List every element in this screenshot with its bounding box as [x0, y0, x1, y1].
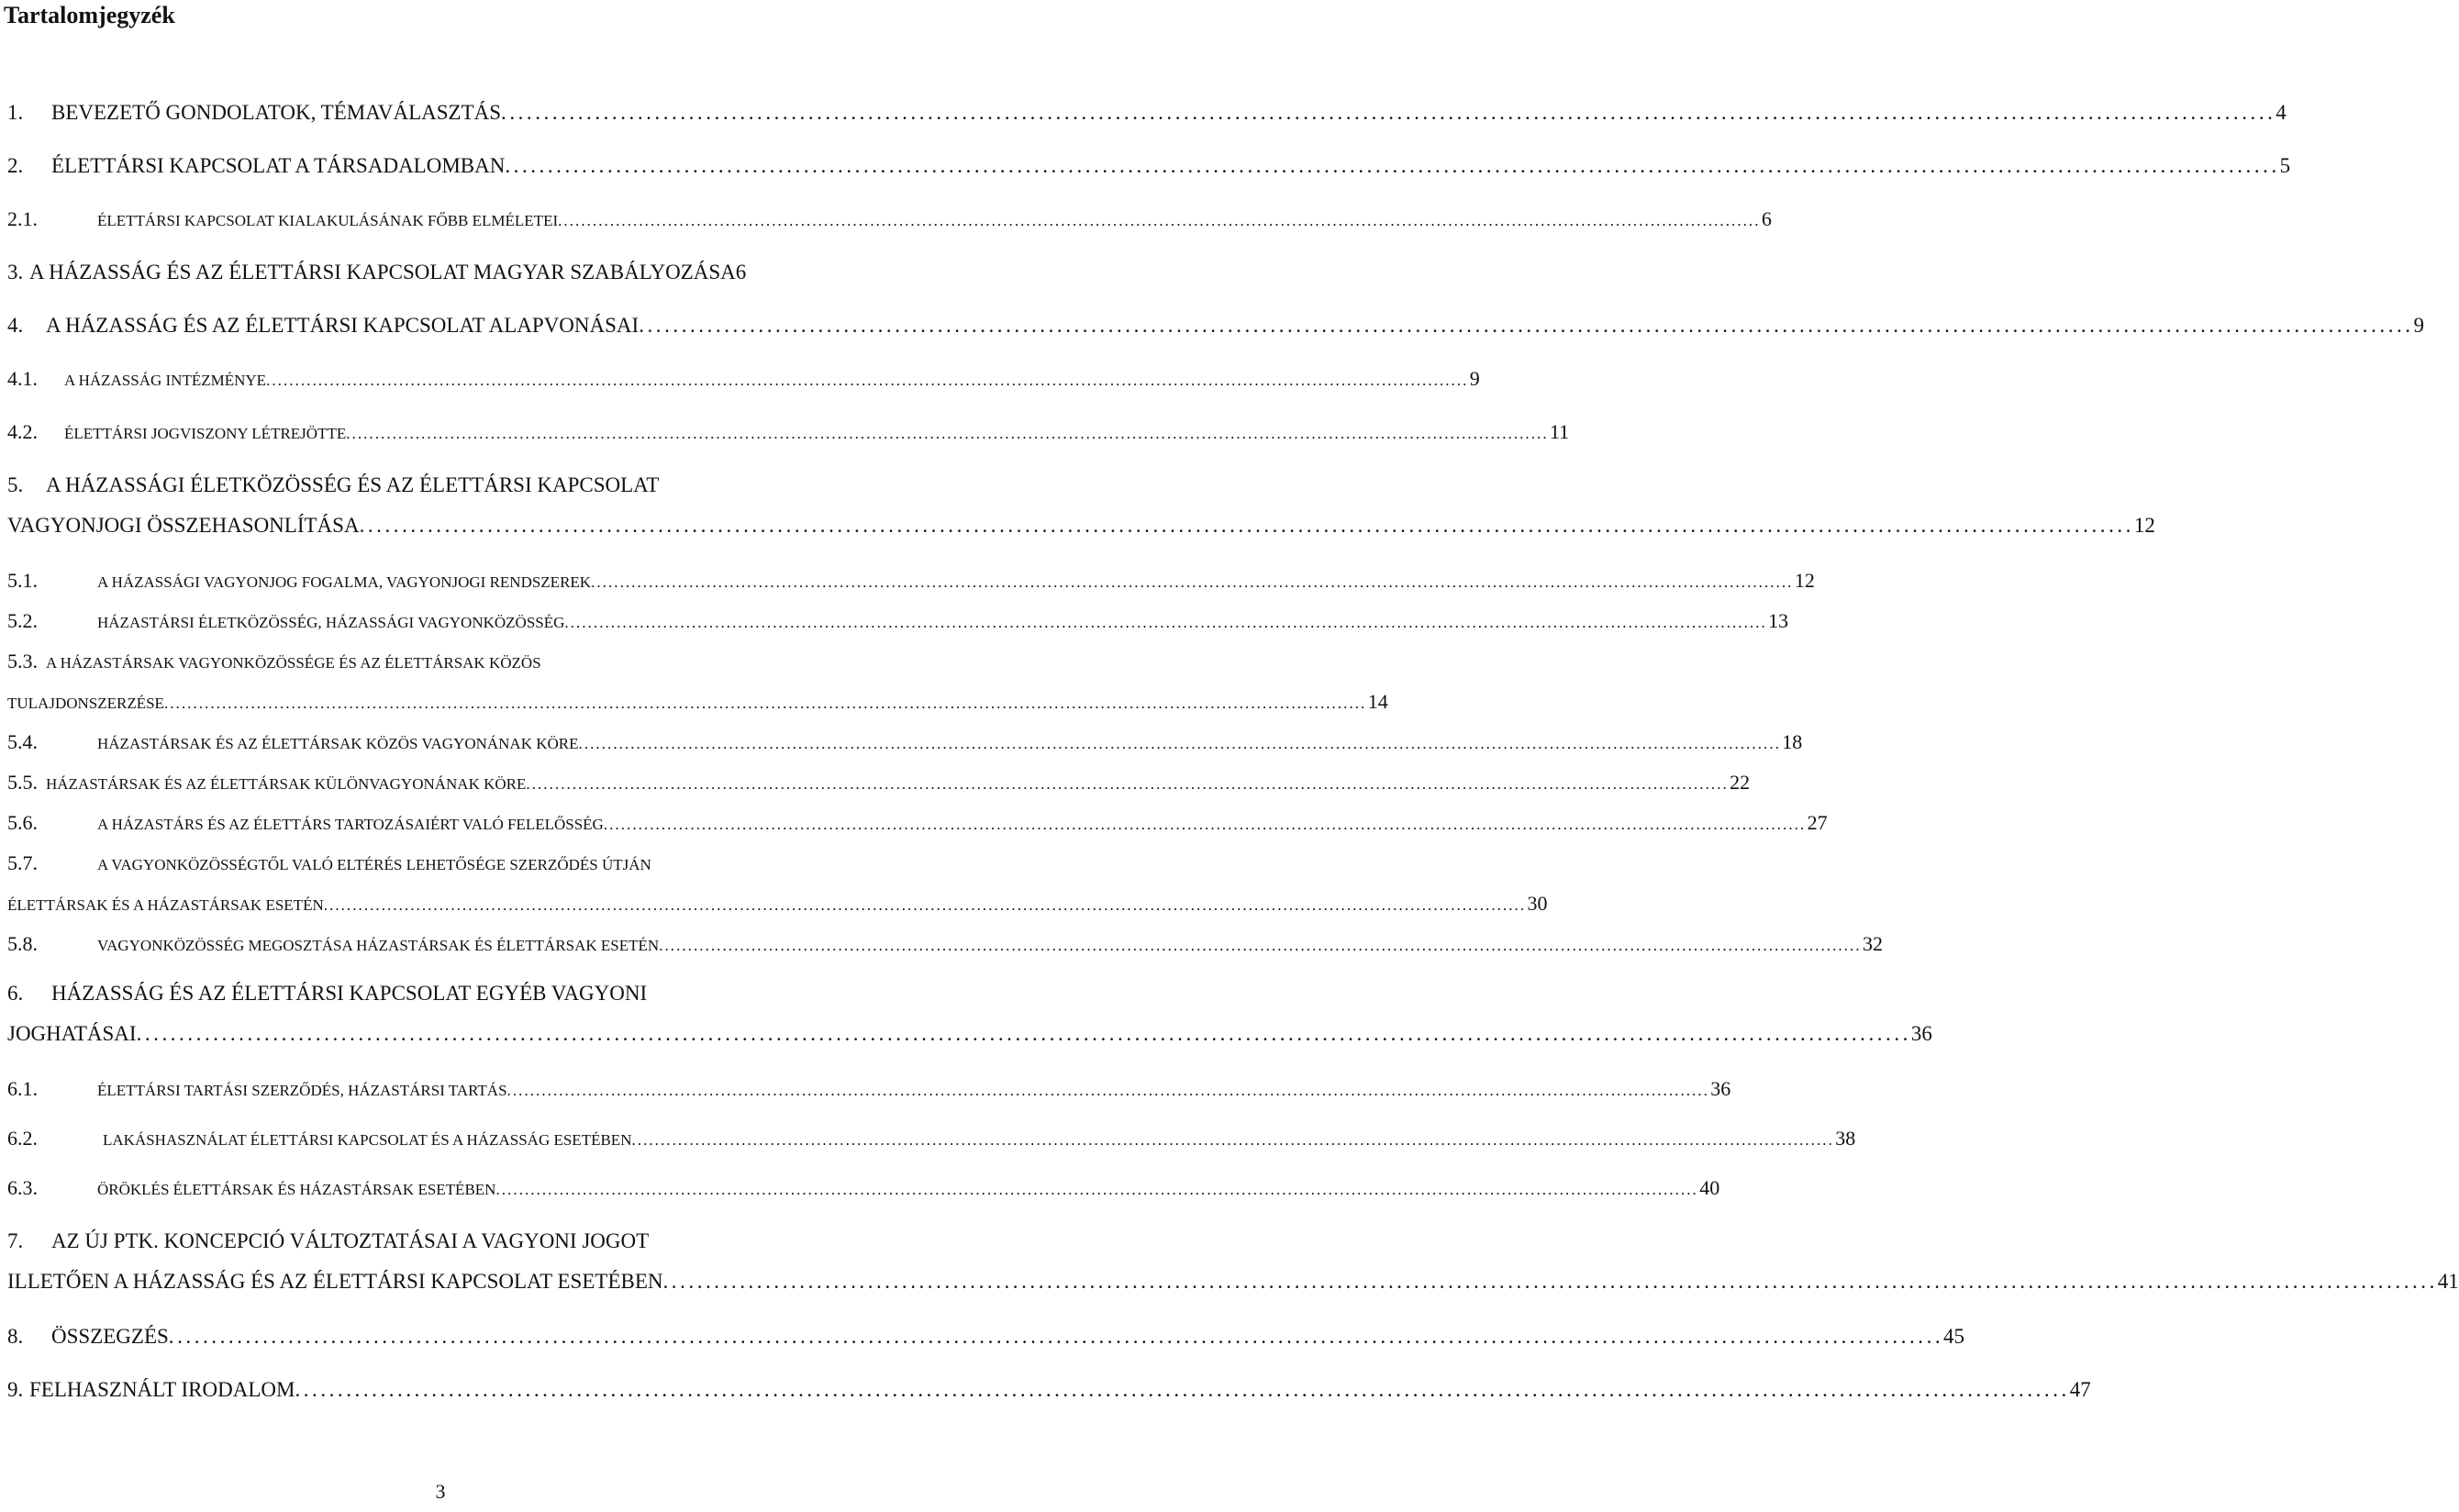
- toc-title: AZ ÚJ PTK. KONCEPCIÓ VÁLTOZTATÁSAI A VAGYONI JOGOT: [51, 1229, 650, 1252]
- toc-title: A HÁZASSÁGI ÉLETKÖZÖSSÉG ÉS AZ ÉLETTÁRSI KAPCSOLAT: [46, 473, 660, 496]
- toc-page: 32: [1862, 932, 1883, 955]
- toc-page: 13: [1768, 609, 1789, 632]
- toc-number: 9.: [7, 1378, 24, 1401]
- toc-title-continued: TULAJDONSZERZÉSE: [7, 695, 164, 712]
- toc-entry-5-7[interactable]: [7, 851, 847, 881]
- toc-number: 4.1.: [7, 367, 38, 390]
- toc-title: BEVEZETŐ GONDOLATOK, TÉMAVÁLASZTÁS: [51, 101, 502, 124]
- toc-page: 12: [2133, 514, 2155, 537]
- toc-number: 6.3.: [7, 1176, 38, 1199]
- toc-leader: [295, 1378, 2066, 1402]
- toc-page: 18: [1782, 730, 1803, 753]
- toc-title: ÖSSZEGZÉS: [51, 1325, 169, 1348]
- toc-title: A HÁZASSÁG ÉS AZ ÉLETTÁRSI KAPCSOLAT MAGYAR SZABÁLYOZÁSA: [29, 261, 736, 284]
- toc-leader: [579, 735, 1780, 753]
- toc-title: ÉLETTÁRSI JOGVISZONY LÉTREJÖTTE: [64, 425, 347, 442]
- toc-number: 3.: [7, 261, 24, 284]
- toc-number: 5.4.: [7, 730, 38, 753]
- toc-entry-5-1[interactable]: [7, 569, 1815, 598]
- toc-title: ÉLETTÁRSI KAPCSOLAT KIALAKULÁSÁNAK FŐBB ELMÉLETEI: [97, 212, 559, 229]
- toc-page: 47: [2069, 1378, 2091, 1401]
- toc-page: 6: [735, 261, 747, 284]
- toc-entry-7-continued[interactable]: [7, 1270, 2459, 1299]
- toc-title: LAKÁSHASZNÁLAT ÉLETTÁRSI KAPCSOLAT ÉS A HÁZASSÁG ESETÉBEN: [103, 1131, 632, 1149]
- toc-page: 36: [1710, 1077, 1731, 1100]
- toc-leader: [507, 1082, 1708, 1100]
- toc-entry-3[interactable]: [7, 261, 847, 290]
- toc-leader: [659, 937, 1860, 955]
- toc-leader: [604, 816, 1805, 834]
- toc-entry-6-2[interactable]: [7, 1127, 1856, 1156]
- toc-page: 41: [2437, 1270, 2459, 1293]
- toc-entry-1[interactable]: [7, 101, 2287, 130]
- toc-number: 5.2.: [7, 609, 38, 632]
- toc-page: 9: [1469, 367, 1480, 390]
- toc-entry-5-6[interactable]: [7, 811, 1828, 840]
- toc-entry-8[interactable]: [7, 1325, 1965, 1354]
- toc-leader: [564, 614, 1765, 632]
- toc-number: 5.5.: [7, 771, 38, 794]
- page-number: 3: [435, 1480, 446, 1503]
- toc-number: 4.: [7, 314, 24, 337]
- toc-entry-5-4[interactable]: [7, 730, 1803, 760]
- toc-entry-5-3-continued[interactable]: [7, 690, 1388, 719]
- toc-title: ÉLETTÁRSI TARTÁSI SZERZŐDÉS, HÁZASTÁRSI TARTÁS: [97, 1082, 507, 1099]
- toc-page: 36: [1910, 1022, 1932, 1045]
- toc-page: 11: [1549, 420, 1570, 443]
- toc-title: A HÁZASTÁRSAK VAGYONKÖZÖSSÉGE ÉS AZ ÉLETTÁRSAK KÖZÖS: [46, 654, 541, 672]
- toc-leader: [137, 1022, 1908, 1046]
- toc-title: ÖRÖKLÉS ÉLETTÁRSAK ÉS HÁZASTÁRSAK ESETÉBEN: [97, 1181, 496, 1198]
- toc-page: 45: [1943, 1325, 1965, 1348]
- toc-number: 7.: [7, 1229, 24, 1252]
- toc-number: 5.1.: [7, 569, 38, 592]
- toc-entry-2-1[interactable]: [7, 207, 1772, 237]
- toc-page: 5: [2279, 154, 2291, 177]
- toc-leader: [505, 154, 2276, 178]
- toc-leader: [346, 425, 1547, 443]
- toc-leader: [663, 1270, 2435, 1294]
- toc-number: 4.2.: [7, 420, 38, 443]
- toc-number: 2.: [7, 154, 24, 177]
- toc-entry-4-1[interactable]: [7, 367, 1480, 396]
- toc-title: HÁZASSÁG ÉS AZ ÉLETTÁRSI KAPCSOLAT EGYÉB VAGYONI: [51, 982, 648, 1005]
- toc-entry-5-2[interactable]: [7, 609, 1789, 639]
- toc-entry-4[interactable]: [7, 314, 2424, 343]
- toc-entry-5-7-continued[interactable]: [7, 892, 1548, 921]
- toc-title: HÁZASTÁRSAK ÉS AZ ÉLETTÁRSAK KÜLÖNVAGYONÁNAK KÖRE: [46, 775, 527, 793]
- toc-title: A HÁZASTÁRS ÉS AZ ÉLETTÁRS TARTOZÁSAIÉRT VALÓ FELELŐSSÉG: [97, 816, 604, 833]
- toc-title: A HÁZASSÁG ÉS AZ ÉLETTÁRSI KAPCSOLAT ALAPVONÁSAI: [46, 314, 640, 337]
- toc-leader: [558, 212, 1759, 230]
- toc-entry-5-5[interactable]: [7, 771, 1751, 800]
- toc-leader: [501, 101, 2273, 125]
- toc-number: 6.1.: [7, 1077, 38, 1100]
- toc-entry-2[interactable]: [7, 154, 2291, 183]
- toc-leader: [360, 514, 2131, 538]
- toc-title: VAGYONKÖZÖSSÉG MEGOSZTÁSA HÁZASTÁRSAK ÉS ÉLETTÁRSAK ESETÉN: [97, 937, 660, 954]
- toc-leader: [266, 372, 1467, 390]
- toc-title-continued: VAGYONJOGI ÖSSZEHASONLÍTÁSA: [7, 514, 360, 537]
- toc-entry-6[interactable]: [7, 982, 847, 1011]
- toc-entry-6-1[interactable]: [7, 1077, 1731, 1106]
- toc-page: 9: [2413, 314, 2424, 337]
- toc-number: 2.1.: [7, 207, 38, 230]
- toc-page: 12: [1794, 569, 1815, 592]
- toc-entry-6-3[interactable]: [7, 1176, 1720, 1206]
- page-title: Tartalomjegyzék: [4, 2, 175, 28]
- toc-entry-5-continued[interactable]: [7, 514, 2155, 543]
- toc-title: A HÁZASSÁGI VAGYONJOG FOGALMA, VAGYONJOGI RENDSZEREK: [97, 573, 592, 591]
- toc-page: 14: [1367, 690, 1388, 713]
- toc-number: 6.: [7, 982, 24, 1005]
- toc-number: 5.3.: [7, 650, 38, 673]
- toc-leader: [639, 314, 2410, 338]
- toc-number: 5.: [7, 473, 24, 496]
- toc-number: 5.6.: [7, 811, 38, 834]
- toc-page: 4: [2275, 101, 2287, 124]
- toc-leader: [495, 1181, 1697, 1199]
- toc-entry-5[interactable]: [7, 473, 847, 503]
- toc-entry-7[interactable]: [7, 1229, 847, 1259]
- toc-page: 40: [1699, 1176, 1720, 1199]
- toc-title: FELHASZNÁLT IRODALOM: [29, 1378, 295, 1401]
- toc-number: 1.: [7, 101, 24, 124]
- toc-number: 5.8.: [7, 932, 38, 955]
- toc-title-continued: JOGHATÁSAI: [7, 1022, 137, 1045]
- toc-title-continued: ILLETŐEN A HÁZASSÁG ÉS AZ ÉLETTÁRSI KAPCSOLAT ESETÉBEN: [7, 1270, 663, 1293]
- toc-number: 6.2.: [7, 1127, 38, 1150]
- toc-page: 38: [1835, 1127, 1856, 1150]
- toc-number: 8.: [7, 1325, 24, 1348]
- toc-entry-5-3[interactable]: [7, 650, 847, 679]
- toc-title: HÁZASTÁRSAK ÉS AZ ÉLETTÁRSAK KÖZÖS VAGYONÁNAK KÖRE: [97, 735, 579, 752]
- toc-leader: [164, 695, 1365, 713]
- toc-title: A HÁZASSÁG INTÉZMÉNYE: [64, 372, 267, 389]
- toc-leader: [526, 775, 1727, 794]
- toc-title: A VAGYONKÖZÖSSÉGTŐL VALÓ ELTÉRÉS LEHETŐSÉGE SZERZŐDÉS ÚTJÁN: [97, 856, 651, 873]
- toc-entry-9[interactable]: [7, 1378, 2091, 1407]
- toc-leader: [324, 896, 1525, 915]
- toc-page: 22: [1730, 771, 1751, 794]
- toc-leader: [591, 573, 1792, 592]
- toc-entry-5-8[interactable]: [7, 932, 1883, 962]
- toc-title: ÉLETTÁRSI KAPCSOLAT A TÁRSADALOMBAN: [51, 154, 506, 177]
- toc-page: 30: [1527, 892, 1548, 915]
- toc-title: HÁZASTÁRSI ÉLETKÖZÖSSÉG, HÁZASSÁGI VAGYONKÖZÖSSÉG: [97, 614, 565, 631]
- toc-entry-4-2[interactable]: [7, 420, 1570, 450]
- toc-leader: [169, 1325, 1941, 1349]
- toc-page: 6: [1761, 207, 1772, 230]
- toc-page: 27: [1807, 811, 1828, 834]
- toc-leader: [631, 1131, 1832, 1150]
- toc-number: 5.7.: [7, 851, 38, 874]
- toc-entry-6-continued[interactable]: [7, 1022, 1932, 1051]
- toc-title-continued: ÉLETTÁRSAK ÉS A HÁZASTÁRSAK ESETÉN: [7, 896, 324, 914]
